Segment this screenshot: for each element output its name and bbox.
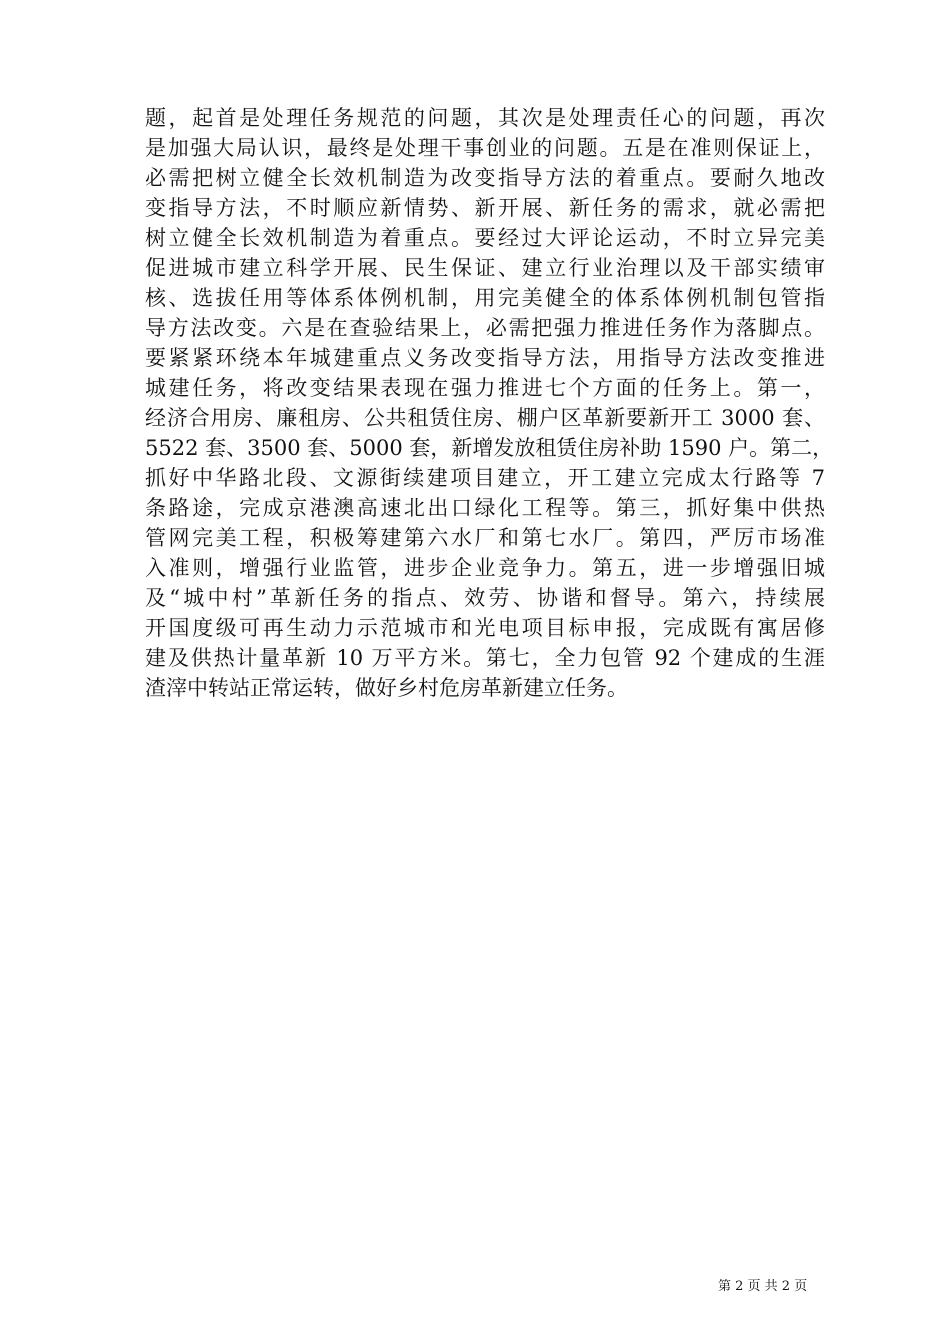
text-line: 要紧紧环绕本年城建重点义务改变指导方法，用指导方法改变推进 (145, 346, 825, 370)
text-line: 条路途，完成京港澳高速北出口绿化工程等。第三，抓好集中供热 (145, 496, 825, 520)
text-line: 开国度级可再生动力示范城市和光电项目标申报，完成既有寓居修 (145, 616, 825, 640)
page-number: 第 2 页 共 2 页 (718, 1279, 808, 1294)
body-text (145, 103, 834, 703)
text-line: 导方法改变。六是在查验结果上，必需把强力推进任务作为落脚点。 (145, 316, 825, 340)
text-line: 入准则，增强行业监管，进步企业竞争力。第五，进一步增强旧城 (145, 556, 825, 580)
text-line-last: 渣滓中转站正常运转，做好乡村危房革新建立任务。 (145, 676, 628, 700)
text-line: 是加强大局认识，最终是处理干事创业的问题。五是在准则保证上， (145, 136, 825, 160)
text-line: 城建任务，将改变结果表现在强力推进七个方面的任务上。第一， (145, 376, 825, 400)
text-line: 经济合用房、廉租房、公共租赁住房、棚户区革新要新开工 3000 套、 (145, 406, 825, 430)
text-line: 建及供热计量革新 10 万平方米。第七，全力包管 92 个建成的生涯 (145, 646, 825, 670)
text-line: 促进城市建立科学开展、民生保证、建立行业治理以及干部实绩审 (145, 256, 825, 280)
text-line: 及“城中村”革新任务的指点、效劳、协谐和督导。第六，持续展 (145, 586, 825, 610)
text-line: 核、选拔任用等体系体例机制，用完美健全的体系体例机制包管指 (145, 286, 825, 310)
text-line: 5522 套、3500 套、5000 套，新增发放租赁住房补助 1590 户。第二， (145, 436, 834, 460)
text-line: 树立健全长效机制造为着重点。要经过大评论运动，不时立异完美 (145, 226, 825, 250)
text-line: 管网完美工程，积极筹建第六水厂和第七水厂。第四，严厉市场准 (145, 526, 825, 550)
text-line: 题，起首是处理任务规范的问题，其次是处理责任心的问题，再次 (145, 106, 825, 130)
text-line: 抓好中华路北段、文源街续建项目建立，开工建立完成太行路等 7 (145, 466, 825, 490)
text-line: 变指导方法，不时顺应新情势、新开展、新任务的需求，就必需把 (145, 196, 825, 220)
text-line: 必需把树立健全长效机制造为改变指导方法的着重点。要耐久地改 (145, 166, 825, 190)
